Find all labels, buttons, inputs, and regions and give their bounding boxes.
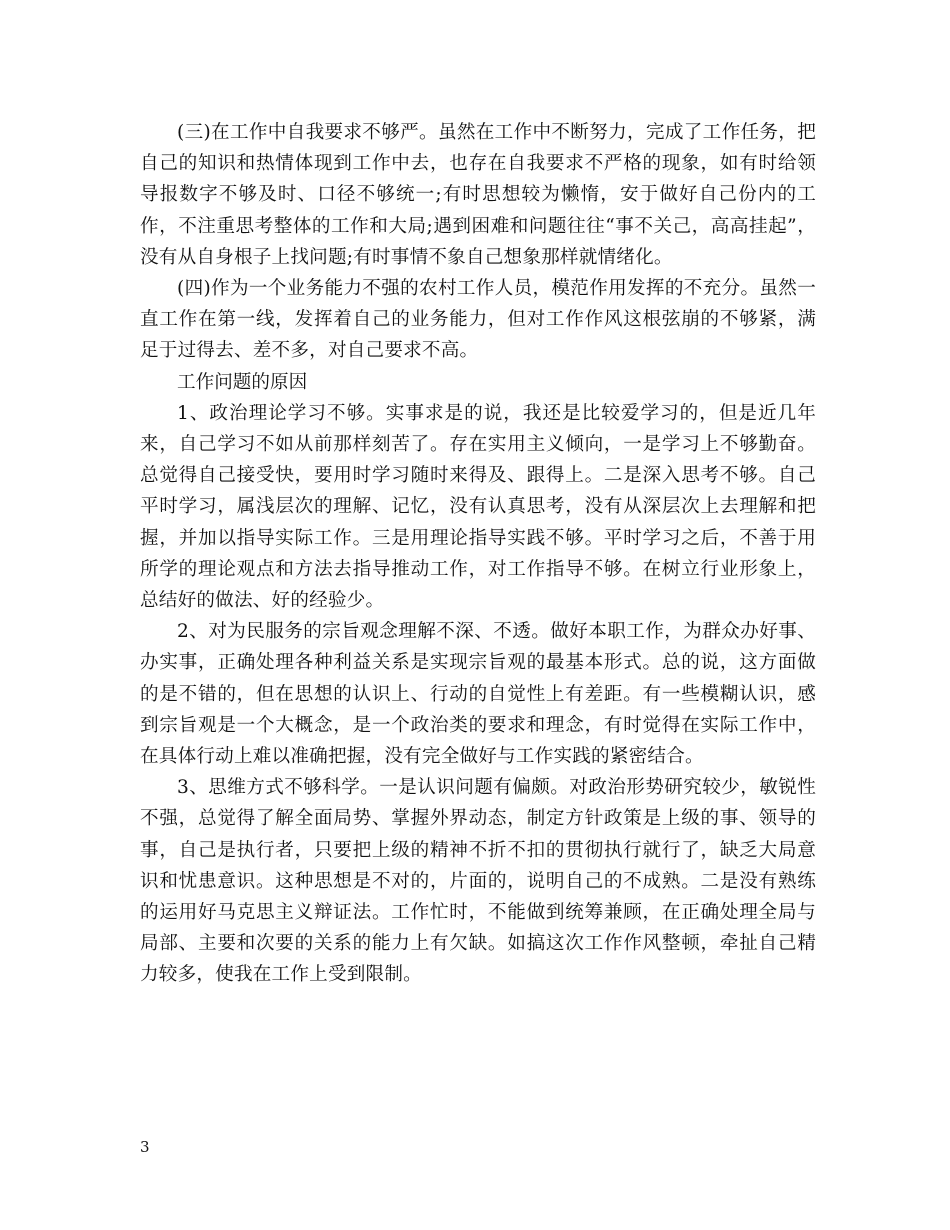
paragraph-thinking-method: 3、思维方式不够科学。一是认识问题有偏颇。对政治形势研究较少，敏锐性不强，总觉得了解全面局势、掌握外界动态，制定方针政策是上级的事、领导的事，自己是执行者，只要把上级的精神不折不扣的贯彻执行就行了，缺乏大局意识和忧患意识。这种思想是不对的，片面的，说明自己的不成熟。二是没有熟练的运用好马克思主义辩证法。工作忙时，不能做到统筹兼顾，在正确处理全局与局部、主要和次要的关系的能力上有欠缺。如搞这次工作作风整顿，牵扯自己精力较多，使我在工作上受到限制。 <box>140 777 816 986</box>
paragraph-theory-study: 1、政治理论学习不够。实事求是的说，我还是比较爱学习的，但是近几年来，自己学习不如从前那样刻苦了。存在实用主义倾向，一是学习上不够勤奋。总觉得自己接受快，要用时学习随时来得及、跟得上。二是深入思考不够。自己平时学习，属浅层次的理解、记忆，没有认真思考，没有从深层次上去理解和把握，并加以指导实际工作。三是用理论指导实践不够。平时学习之后，不善于用所学的理论观点和方法去指导推动工作，对工作指导不够。在树立行业形象上，总结好的做法、好的经验少。 <box>140 402 816 612</box>
paragraph-service-concept: 2、对为民服务的宗旨观念理解不深、不透。做好本职工作，为群众办好事、办实事，正确处理各种利益关系是实现宗旨观的最基本形式。总的说，这方面做的是不错的，但在思想的认识上、行动的自觉性上有差距。有一些模糊认识，感到宗旨观是一个大概念，是一个政治类的要求和理念，有时觉得在实际工作中，在具体行动上难以准确把握，没有完全做好与工作实践的紧密结合。 <box>140 621 816 768</box>
paragraph-role-model: (四)作为一个业务能力不强的农村工作人员，模范作用发挥的不充分。虽然一直工作在第一线，发挥着自己的业务能力，但对工作作风这根弦崩的不够紧，满足于过得去、差不多，对自己要求不高。 <box>140 278 816 362</box>
paragraph-self-requirement: (三)在工作中自我要求不够严。虽然在工作中不断努力，完成了工作任务，把自己的知识和热情体现到工作中去，也存在自我要求不严格的现象，如有时给领导报数字不够及时、口径不够统一;有时思想较为懒惰，安于做好自己份内的工作，不注重思考整体的工作和大局;遇到困难和问题往往“事不关己，高高挂起”，没有从自身根子上找问题;有时事情不象自己想象那样就情绪化。 <box>140 122 816 268</box>
document-body <box>140 117 816 991</box>
page-number: 3 <box>140 1138 150 1156</box>
section-heading-causes: 工作问题的原因 <box>177 371 308 393</box>
